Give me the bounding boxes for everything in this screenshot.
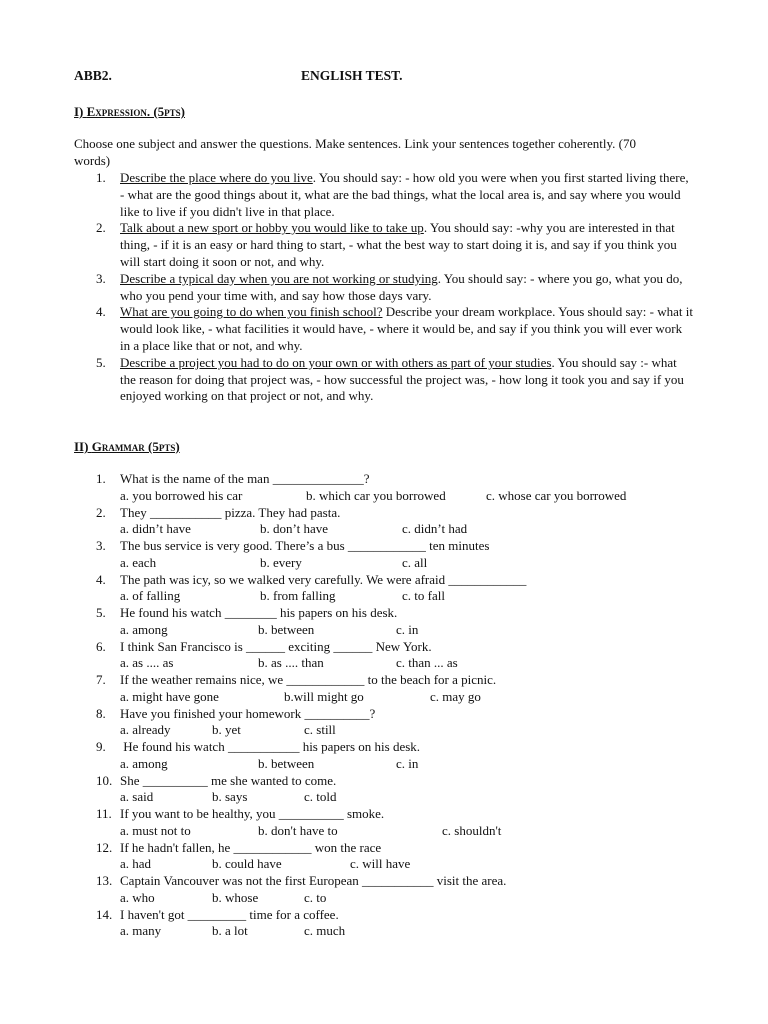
- question-number: 11.: [96, 806, 112, 821]
- answer-options: [120, 823, 714, 840]
- grammar-question: [74, 505, 714, 539]
- question-text: Captain Vancouver was not the first European ___________ visit the area.: [120, 873, 507, 888]
- answer-options: [120, 622, 714, 639]
- question-text: He found his watch ___________ his papers on his desk.: [120, 739, 421, 754]
- answer-option[interactable]: c. didn’t had: [402, 521, 468, 537]
- item-number: 3.: [96, 270, 106, 286]
- answer-option[interactable]: b. says: [212, 789, 248, 805]
- item-details: . You should say: -why you are interested in that thing, - if it is an easy or hard thing to start, - what the best way to start doing it is, and say if you think you will start doing it soon or not, and why.: [120, 220, 677, 269]
- section-grammar-prefix: II): [74, 439, 92, 454]
- answer-option[interactable]: a. must not to: [120, 822, 191, 838]
- grammar-question: [74, 907, 714, 941]
- grammar-question: [74, 739, 714, 773]
- answer-option[interactable]: c. much: [304, 923, 346, 939]
- answer-option[interactable]: b. which car you borrowed: [306, 487, 446, 503]
- question-text: What is the name of the man ______________?: [120, 471, 370, 486]
- item-prompt: Describe a project you had to do on your own or with others as part of your studies: [120, 354, 552, 370]
- answer-option[interactable]: a. each: [120, 554, 157, 570]
- answer-option[interactable]: b. every: [260, 554, 302, 570]
- item-details: . You should say :- what the reason for doing that project was, - how successful the project was, - how long it took you and say if you enjoyed working on that project or not, and why.: [120, 354, 684, 404]
- answer-option[interactable]: a. didn’t have: [120, 521, 191, 537]
- question-text: He found his watch ________ his papers on his desk.: [120, 605, 398, 620]
- answer-options: [120, 789, 714, 806]
- answer-option[interactable]: c. whose car you borrowed: [486, 487, 627, 503]
- expression-list: [74, 170, 694, 405]
- answer-option[interactable]: a. already: [120, 722, 171, 738]
- question-text: If the weather remains nice, we ____________ to the beach for a picnic.: [120, 672, 497, 687]
- answer-option[interactable]: a. you borrowed his car: [120, 487, 243, 503]
- expression-instructions: Choose one subject and answer the questions. Make sentences. Link your sentences together coherently. (70 words): [74, 136, 636, 168]
- section-expression-prefix: I): [74, 104, 87, 119]
- question-number: 10.: [96, 772, 113, 788]
- item-prompt: Talk about a new sport or hobby you would like to take up: [120, 220, 424, 236]
- answer-option[interactable]: b. could have: [212, 856, 282, 872]
- answer-option[interactable]: a. said: [120, 789, 154, 805]
- answer-option[interactable]: c. to: [304, 889, 327, 905]
- grammar-question: [74, 672, 714, 706]
- question-number: 12.: [96, 839, 113, 855]
- grammar-question: [74, 840, 714, 874]
- grammar-question: [74, 773, 714, 807]
- answer-options: [120, 689, 714, 706]
- item-details: Describe your dream workplace. Yous should say: - what it would look like, - what facilities it would have, - where it would be, and say if you think you will ever work in a place like that or not, and why.: [120, 304, 693, 353]
- answer-option[interactable]: c. still: [304, 722, 336, 738]
- answer-option[interactable]: a. many: [120, 923, 162, 939]
- question-text: They ___________ pizza. They had pasta.: [120, 504, 341, 520]
- question-text: The bus service is very good. There’s a bus ____________ ten minutes: [120, 538, 490, 553]
- class-code: ABB2.: [74, 68, 112, 83]
- answer-options: [120, 722, 714, 739]
- answer-option[interactable]: b. as .... than: [258, 655, 324, 671]
- question-text: The path was icy, so we walked very carefully. We were afraid ____________: [120, 571, 527, 587]
- answer-option[interactable]: c. in: [396, 621, 419, 637]
- answer-option[interactable]: c. than ... as: [396, 655, 458, 671]
- expression-item: [74, 271, 694, 305]
- answer-option[interactable]: c. shouldn't: [442, 822, 502, 838]
- answer-option[interactable]: b. don’t have: [260, 521, 328, 537]
- answer-option[interactable]: b. whose: [212, 889, 259, 905]
- answer-options: [120, 655, 714, 672]
- answer-options: [120, 756, 714, 773]
- answer-option[interactable]: a. of falling: [120, 588, 181, 604]
- answer-option[interactable]: a. as .... as: [120, 655, 174, 671]
- section-expression-title: [74, 104, 185, 121]
- grammar-question: [74, 706, 714, 740]
- item-prompt: Describe a typical day when you are not working or studying: [120, 270, 438, 286]
- answer-option[interactable]: b. a lot: [212, 923, 248, 939]
- question-number: 1.: [96, 471, 106, 486]
- answer-option[interactable]: c. all: [402, 554, 428, 570]
- answer-option[interactable]: b.will might go: [284, 688, 364, 704]
- answer-option[interactable]: a. who: [120, 889, 155, 905]
- expression-item: [74, 304, 694, 354]
- test-title: ENGLISH TEST.: [301, 68, 403, 83]
- answer-option[interactable]: c. to fall: [402, 588, 445, 604]
- grammar-list: [74, 471, 714, 940]
- expression-item: [74, 355, 694, 405]
- page-header: [74, 68, 694, 86]
- answer-option[interactable]: c. in: [396, 755, 419, 771]
- grammar-question: [74, 806, 714, 840]
- answer-option[interactable]: b. yet: [212, 722, 241, 738]
- answer-option[interactable]: b. between: [258, 621, 315, 637]
- answer-option[interactable]: a. had: [120, 856, 152, 872]
- grammar-question: [74, 572, 714, 606]
- answer-option[interactable]: a. might have gone: [120, 688, 219, 704]
- answer-options: [120, 856, 714, 873]
- answer-option[interactable]: b. between: [258, 755, 315, 771]
- question-number: 8.: [96, 705, 106, 721]
- answer-option[interactable]: b. from falling: [260, 588, 336, 604]
- answer-option[interactable]: b. don't have to: [258, 822, 338, 838]
- grammar-question: [74, 471, 714, 505]
- question-number: 5.: [96, 605, 106, 620]
- answer-options: [120, 555, 714, 572]
- answer-options: [120, 923, 714, 940]
- question-number: 7.: [96, 672, 106, 687]
- grammar-question: [74, 538, 714, 572]
- answer-option[interactable]: c. may go: [430, 688, 481, 704]
- item-number: 2.: [96, 220, 106, 236]
- question-number: 9.: [96, 739, 106, 754]
- question-text: I think San Francisco is ______ exciting ______ New York.: [120, 638, 432, 654]
- question-number: 13.: [96, 873, 113, 888]
- item-details: . You should say: - how old you were when you first started living there, - what are the good things about it, what are the bad things, what the local area is, and say where you would like to live if you didn't live in that place.: [120, 170, 689, 219]
- answer-option[interactable]: c. told: [304, 789, 337, 805]
- question-text: She __________ me she wanted to come.: [120, 772, 337, 788]
- item-number: 1.: [96, 170, 106, 185]
- answer-options: [120, 488, 714, 505]
- answer-options: [120, 521, 714, 538]
- question-text: Have you finished your homework __________?: [120, 705, 376, 721]
- expression-item: [74, 170, 694, 220]
- question-number: 4.: [96, 571, 106, 587]
- answer-options: [120, 588, 714, 605]
- grammar-question: [74, 873, 714, 907]
- grammar-question: [74, 639, 714, 673]
- question-number: 6.: [96, 638, 106, 654]
- section-grammar-title: [74, 439, 180, 456]
- answer-option[interactable]: a. among: [120, 621, 168, 637]
- question-number: 3.: [96, 538, 106, 553]
- question-number: 2.: [96, 504, 106, 520]
- answer-option[interactable]: c. will have: [350, 856, 411, 872]
- answer-option[interactable]: a. among: [120, 755, 168, 771]
- item-details: . You should say: - where you go, what you do, who you pend your time with, and say how those days vary.: [120, 270, 683, 303]
- expression-item: [74, 220, 694, 270]
- answer-options: [120, 890, 714, 907]
- item-prompt: What are you going to do when you finish school?: [120, 304, 383, 320]
- grammar-question: [74, 605, 714, 639]
- item-number: 5.: [96, 354, 106, 370]
- section-expression-text: Expression. (5pts): [86, 104, 185, 119]
- question-text: If he hadn't fallen, he ____________ won the race: [120, 839, 382, 855]
- question-number: 14.: [96, 906, 113, 922]
- question-text: I haven't got _________ time for a coffee.: [120, 906, 339, 922]
- question-text: If you want to be healthy, you __________ smoke.: [120, 806, 385, 821]
- item-number: 4.: [96, 304, 106, 320]
- item-prompt: Describe the place where do you live: [120, 170, 313, 185]
- section-grammar-text: Grammar (5pts): [91, 439, 180, 454]
